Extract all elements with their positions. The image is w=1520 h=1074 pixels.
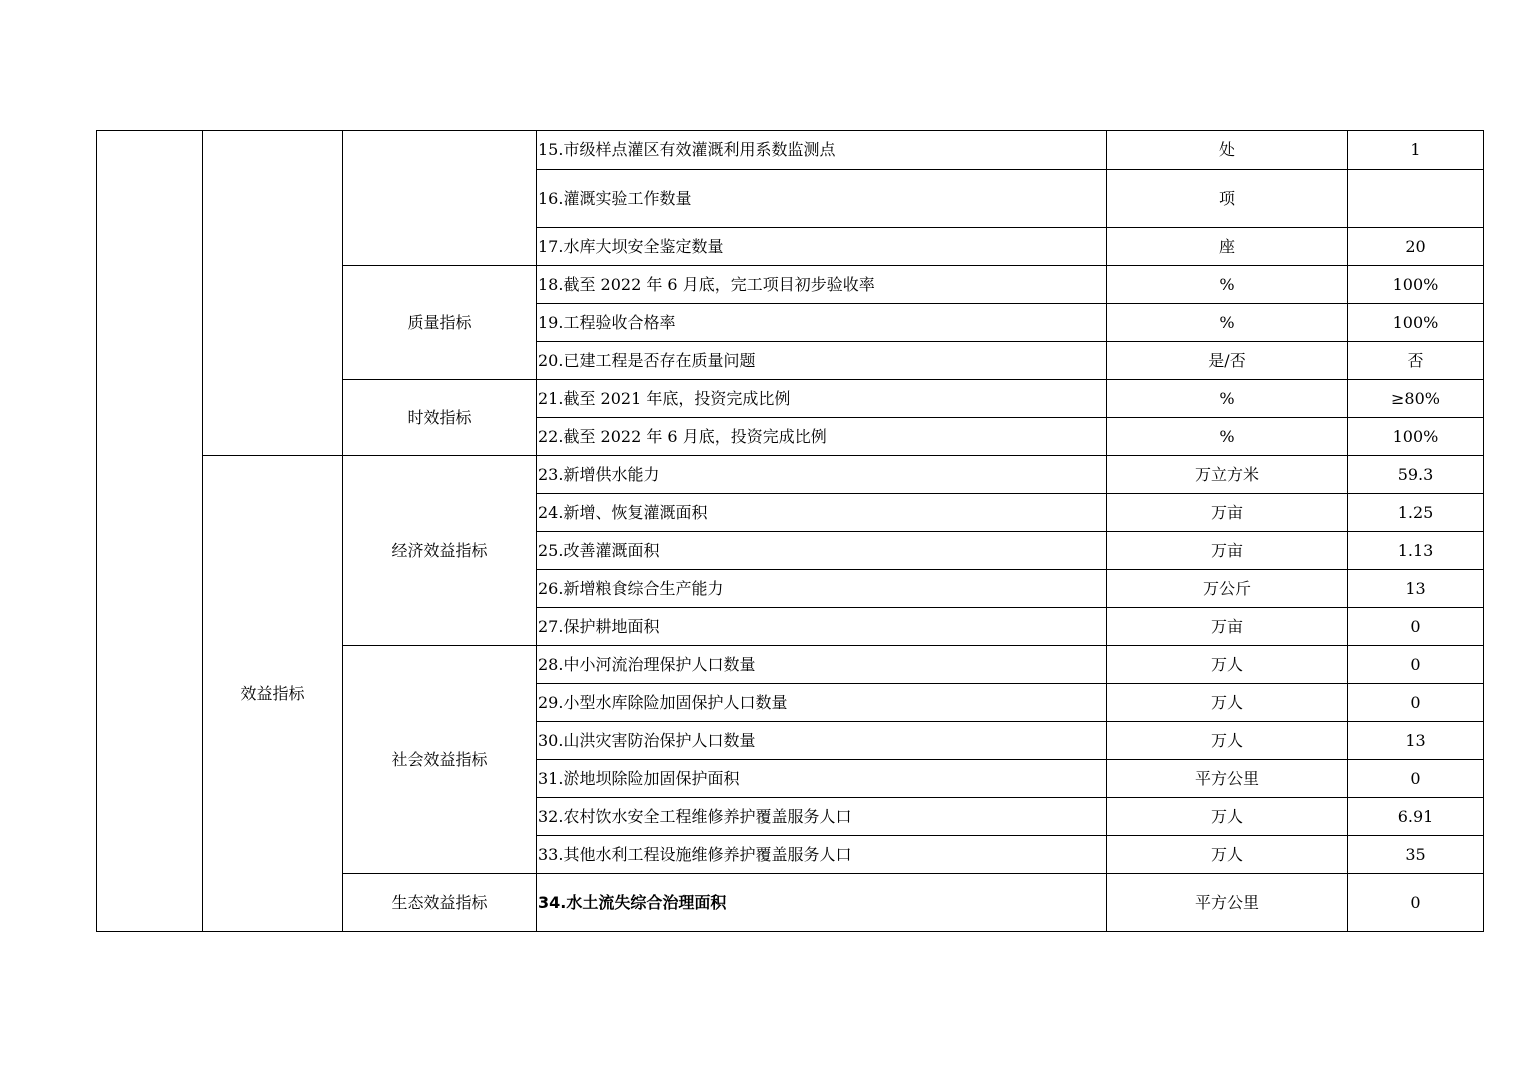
level3-category-cell [343,131,537,266]
indicator-unit: % [1107,304,1348,342]
indicator-unit: 处 [1107,131,1348,170]
indicator-unit: 座 [1107,228,1348,266]
indicator-unit: 是/否 [1107,342,1348,380]
indicator-unit: % [1107,266,1348,304]
indicator-unit: 万人 [1107,722,1348,760]
indicator-name: 19.工程验收合格率 [537,304,1107,342]
table-row [97,456,1484,494]
indicator-value: 20 [1348,228,1484,266]
indicator-name: 30.山洪灾害防治保护人口数量 [537,722,1107,760]
indicator-unit: 项 [1107,170,1348,228]
indicator-name: 20.已建工程是否存在质量问题 [537,342,1107,380]
indicator-unit: 万人 [1107,798,1348,836]
indicator-unit: 万人 [1107,684,1348,722]
indicator-name: 29.小型水库除险加固保护人口数量 [537,684,1107,722]
social-indicator-label: 社会效益指标 [343,646,537,874]
economic-indicator-label: 经济效益指标 [343,456,537,646]
indicator-value: 1.25 [1348,494,1484,532]
indicator-name: 25.改善灌溉面积 [537,532,1107,570]
indicator-name: 28.中小河流治理保护人口数量 [537,646,1107,684]
indicator-unit: 万人 [1107,836,1348,874]
indicator-value: ≥80% [1348,380,1484,418]
indicator-value [1348,170,1484,228]
indicator-name: 15.市级样点灌区有效灌溉利用系数监测点 [537,131,1107,170]
indicator-value: 0 [1348,646,1484,684]
quality-indicator-label: 质量指标 [343,266,537,380]
indicator-value: 0 [1348,608,1484,646]
indicator-unit: 万立方米 [1107,456,1348,494]
indicator-value: 59.3 [1348,456,1484,494]
indicator-name: 33.其他水利工程设施维修养护覆盖服务人口 [537,836,1107,874]
indicator-name: 26.新增粮食综合生产能力 [537,570,1107,608]
indicator-name: 32.农村饮水安全工程维修养护覆盖服务人口 [537,798,1107,836]
indicator-value: 0 [1348,760,1484,798]
table-row [97,131,1484,170]
indicator-table [96,130,1484,932]
indicator-value: 100% [1348,266,1484,304]
timeliness-indicator-label: 时效指标 [343,380,537,456]
indicator-value: 1 [1348,131,1484,170]
indicator-name: 31.淤地坝除险加固保护面积 [537,760,1107,798]
indicator-name: 16.灌溉实验工作数量 [537,170,1107,228]
indicator-unit: 万人 [1107,646,1348,684]
indicator-unit: % [1107,380,1348,418]
indicator-name: 34.水土流失综合治理面积 [537,874,1107,932]
indicator-value: 1.13 [1348,532,1484,570]
indicator-name: 27.保护耕地面积 [537,608,1107,646]
indicator-value: 100% [1348,304,1484,342]
indicator-unit: 万亩 [1107,608,1348,646]
indicator-unit: 万公斤 [1107,570,1348,608]
indicator-value: 100% [1348,418,1484,456]
indicator-value: 6.91 [1348,798,1484,836]
indicator-name: 17.水库大坝安全鉴定数量 [537,228,1107,266]
indicator-name: 18.截至 2022 年 6 月底，完工项目初步验收率 [537,266,1107,304]
indicator-value: 否 [1348,342,1484,380]
indicator-name: 21.截至 2021 年底，投资完成比例 [537,380,1107,418]
benefit-indicator-label: 效益指标 [203,456,343,932]
indicator-unit: % [1107,418,1348,456]
indicator-value: 0 [1348,874,1484,932]
indicator-unit: 平方公里 [1107,760,1348,798]
level2-category-cell [203,131,343,456]
indicator-name: 22.截至 2022 年 6 月底，投资完成比例 [537,418,1107,456]
indicator-value: 13 [1348,570,1484,608]
indicator-value: 0 [1348,684,1484,722]
ecological-indicator-label: 生态效益指标 [343,874,537,932]
indicator-name: 24.新增、恢复灌溉面积 [537,494,1107,532]
indicator-unit: 平方公里 [1107,874,1348,932]
indicator-name: 23.新增供水能力 [537,456,1107,494]
level1-category-cell [97,131,203,932]
indicator-unit: 万亩 [1107,532,1348,570]
indicator-value: 35 [1348,836,1484,874]
indicator-unit: 万亩 [1107,494,1348,532]
indicator-value: 13 [1348,722,1484,760]
